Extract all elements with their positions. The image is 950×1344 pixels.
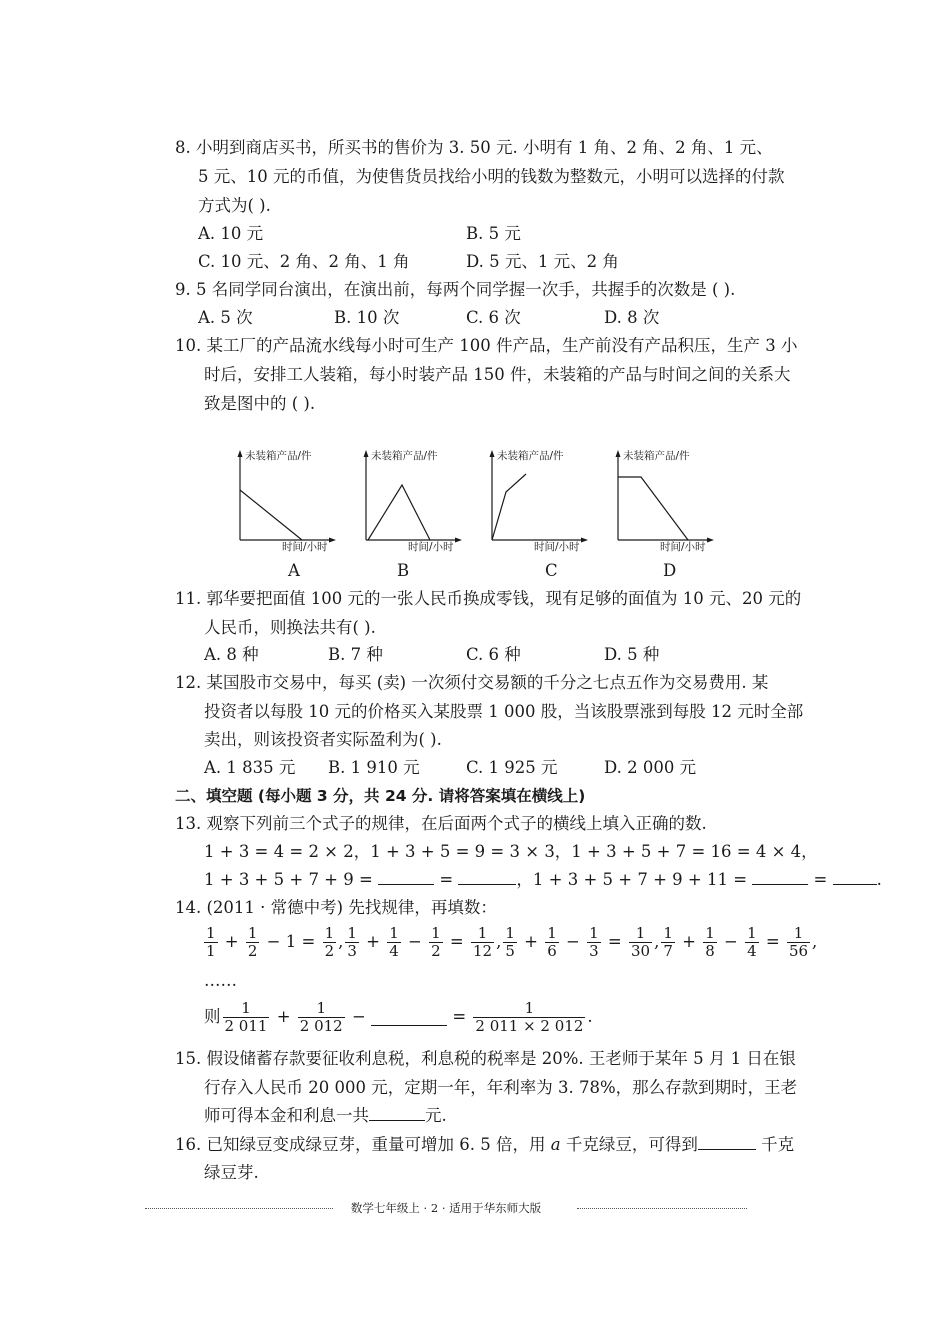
q15-line-3-unit: 元.	[425, 1106, 447, 1125]
q15-line-3-text: 师可得本金和利息一共	[204, 1106, 369, 1125]
q13-line-1: 13. 观察下列前三个式子的规律，在后面两个式子的横线上填入正确的数.	[175, 814, 707, 833]
q11-line-1: 11. 郭华要把面值 100 元的一张人民币换成零钱，现有足够的面值为 10 元、20 元的	[175, 589, 802, 608]
q8-choice-d: D. 5 元、1 元、2 角	[466, 252, 619, 271]
q9-line-1: 9. 5 名同学同台演出，在演出前，每两个同学握一次手，共握手的次数是 ( ).	[175, 280, 736, 299]
graph-a-letter: A	[288, 561, 300, 580]
page-footer	[145, 1198, 747, 1218]
q13-line-2: 1 + 3 = 4 = 2 × 2，1 + 3 + 5 = 9 = 3 × 3，1 + 3 + 5 + 7 = 16 = 4 × 4，	[204, 842, 818, 861]
frac-1-2012: $\frac{1}{2 012}$	[299, 999, 343, 1035]
q16-text-2: 千克绿豆，可得到	[565, 1135, 698, 1154]
section-fill-in-heading: 二、填空题 (每小题 3 分，共 24 分. 请将答案填在横线上)	[175, 787, 586, 805]
op-plus: +	[224, 932, 239, 951]
graph-d-ylabel: 未装箱产品/件	[623, 450, 690, 462]
q14-then: 则	[204, 1007, 221, 1026]
frac-1-1: $\frac{1}{1}$	[206, 924, 216, 960]
frac-1-12: $\frac{1}{12}$	[473, 924, 493, 960]
q8-line-1: 8. 小明到商店买书，所买书的售价为 3. 50 元. 小明有 1 角、2 角、2 角、1 元、	[175, 138, 773, 157]
q12-line-1: 12. 某国股市交易中，每买 (卖) 一次须付交易额的千分之七点五作为交易费用. 某	[175, 673, 769, 692]
graph-d-letter: D	[663, 561, 677, 580]
op-comma: ,	[654, 932, 660, 951]
op-minus: −	[566, 932, 580, 951]
q11-line-2: 人民币，则换法共有( ).	[204, 618, 376, 637]
frac-1-30: $\frac{1}{30}$	[630, 924, 651, 960]
graph-c-ylabel: 未装箱产品/件	[497, 450, 564, 462]
graph-a	[228, 444, 348, 556]
frac-1-4b: $\frac{1}{4}$	[747, 924, 757, 960]
graph-c-xlabel: 时间/小时	[534, 541, 580, 553]
q11-choice-c: C. 6 种	[466, 645, 521, 664]
q12-line-2: 投资者以每股 10 元的价格买入某股票 1 000 股，当该股票涨到每股 12 元时全部	[204, 702, 804, 721]
q11-choice-a: A. 8 种	[204, 645, 259, 664]
frac-1-2: $\frac{1}{2}$	[247, 924, 258, 960]
q16-line-1	[175, 1134, 794, 1156]
q14-question-line	[204, 998, 593, 1036]
op-comma: ,	[496, 932, 502, 951]
q16-text-3: 千克	[761, 1135, 795, 1154]
graph-c-letter: C	[545, 561, 558, 580]
q14-blank[interactable]	[371, 1010, 447, 1026]
q13-blank-1[interactable]	[378, 869, 434, 885]
q10-line-3: 致是图中的 ( ).	[204, 394, 316, 413]
op-eq: =	[765, 932, 780, 951]
frac-1-2b: $\frac{1}{2}$	[324, 924, 335, 960]
q12-choice-d: D. 2 000 元	[604, 758, 697, 777]
q9-choice-b: B. 10 次	[334, 308, 400, 327]
q8-choice-c: C. 10 元、2 角、2 角、1 角	[198, 252, 410, 271]
q13-expr-1: 1 + 3 + 5 + 7 + 9 =	[204, 870, 373, 889]
frac-1-56: $\frac{1}{56}$	[788, 924, 809, 960]
graph-a-xlabel: 时间/小时	[282, 541, 328, 553]
q13-blank-3[interactable]	[752, 869, 808, 885]
frac-1-7: $\frac{1}{7}$	[663, 924, 673, 960]
q13-eq-2: =	[813, 870, 828, 889]
op-comma: ,	[812, 932, 818, 951]
op-plus: +	[682, 932, 696, 951]
frac-1-2011: $\frac{1}{2 011}$	[224, 999, 268, 1035]
q16-line-2: 绿豆芽.	[204, 1163, 259, 1182]
num-one: 1	[285, 932, 297, 951]
footer-text: 数学七年级上 · 2 · 适用于华东师大版	[345, 1201, 547, 1215]
q8-choice-b: B. 5 元	[466, 224, 521, 243]
q9-choice-a: A. 5 次	[198, 308, 253, 327]
q8-choice-a: A. 10 元	[198, 224, 264, 243]
graph-d	[606, 444, 726, 556]
q9-choice-d: D. 8 次	[604, 308, 660, 327]
frac-1-5: $\frac{1}{5}$	[505, 924, 515, 960]
q16-variable: a	[550, 1135, 561, 1154]
graph-c	[480, 444, 600, 556]
q15-line-2: 行存入人民币 20 000 元，定期一年，年利率为 3. 78%，那么存款到期时，王老	[204, 1078, 798, 1097]
op-comma: ,	[338, 932, 344, 951]
q14-ellipsis: ……	[204, 971, 237, 990]
q15-blank[interactable]	[369, 1105, 425, 1121]
op-minus: −	[351, 1007, 366, 1026]
frac-1-3: $\frac{1}{3}$	[347, 924, 357, 960]
q10-line-1: 10. 某工厂的产品流水线每小时可生产 100 件产品，生产前没有产品积压，生产 3 小	[175, 336, 798, 355]
frac-1-6: $\frac{1}{6}$	[547, 924, 557, 960]
q12-choice-c: C. 1 925 元	[466, 758, 558, 777]
graph-b-xlabel: 时间/小时	[408, 541, 454, 553]
op-plus: +	[366, 932, 380, 951]
q12-line-3: 卖出，则该投资者实际盈利为( ).	[204, 730, 442, 749]
q16-text-1: 16. 已知绿豆变成绿豆芽，重量可增加 6. 5 倍，用	[175, 1135, 546, 1154]
frac-1-2c: $\frac{1}{2}$	[431, 924, 441, 960]
q14-pattern-line	[202, 924, 817, 960]
frac-1-3b: $\frac{1}{3}$	[589, 924, 599, 960]
q13-blank-4[interactable]	[833, 869, 877, 885]
q13-blank-2[interactable]	[458, 869, 516, 885]
frac-1-8: $\frac{1}{8}$	[705, 924, 715, 960]
q13-period: .	[876, 870, 882, 889]
op-eq: =	[449, 932, 464, 951]
op-minus: −	[266, 932, 281, 951]
q16-blank[interactable]	[698, 1134, 756, 1150]
q14-line-1: 14. (2011 · 常德中考) 先找规律，再填数：	[175, 898, 497, 917]
op-eq: =	[301, 932, 316, 951]
q11-choice-b: B. 7 种	[328, 645, 383, 664]
graph-b	[354, 444, 474, 556]
frac-1-4: $\frac{1}{4}$	[389, 924, 399, 960]
q15-line-3	[204, 1105, 447, 1127]
op-period: .	[587, 1007, 593, 1026]
graph-a-ylabel: 未装箱产品/件	[245, 450, 312, 462]
op-minus: −	[408, 932, 422, 951]
frac-1-prod: $\frac{1}{2 011 \times 2 012}$	[475, 999, 584, 1035]
op-eq: =	[452, 1007, 467, 1026]
op-minus: −	[723, 932, 738, 951]
op-eq: =	[607, 932, 622, 951]
q8-line-3: 方式为( ).	[198, 196, 271, 215]
q8-line-2: 5 元、10 元的币值，为使售货员找给小明的钱数为整数元，小明可以选择的付款	[198, 167, 785, 186]
q15-line-1: 15. 假设储蓄存款要征收利息税，利息税的税率是 20%. 王老师于某年 5 月 1 日在银	[175, 1049, 796, 1068]
q11-choice-d: D. 5 种	[604, 645, 660, 664]
op-plus: +	[276, 1007, 291, 1026]
graph-d-xlabel: 时间/小时	[660, 541, 706, 553]
q12-choice-b: B. 1 910 元	[328, 758, 420, 777]
graph-b-letter: B	[397, 561, 410, 580]
q13-eq-1: =	[439, 870, 454, 889]
graph-b-ylabel: 未装箱产品/件	[371, 450, 438, 462]
op-plus: +	[524, 932, 538, 951]
q10-line-2: 时后，安排工人装箱，每小时装产品 150 件，未装箱的产品与时间之间的关系大	[204, 365, 791, 384]
q13-expr-2: ，1 + 3 + 5 + 7 + 9 + 11 =	[516, 870, 748, 889]
q9-choice-c: C. 6 次	[466, 308, 521, 327]
q13-line-3	[204, 869, 882, 891]
q12-choice-a: A. 1 835 元	[204, 758, 296, 777]
